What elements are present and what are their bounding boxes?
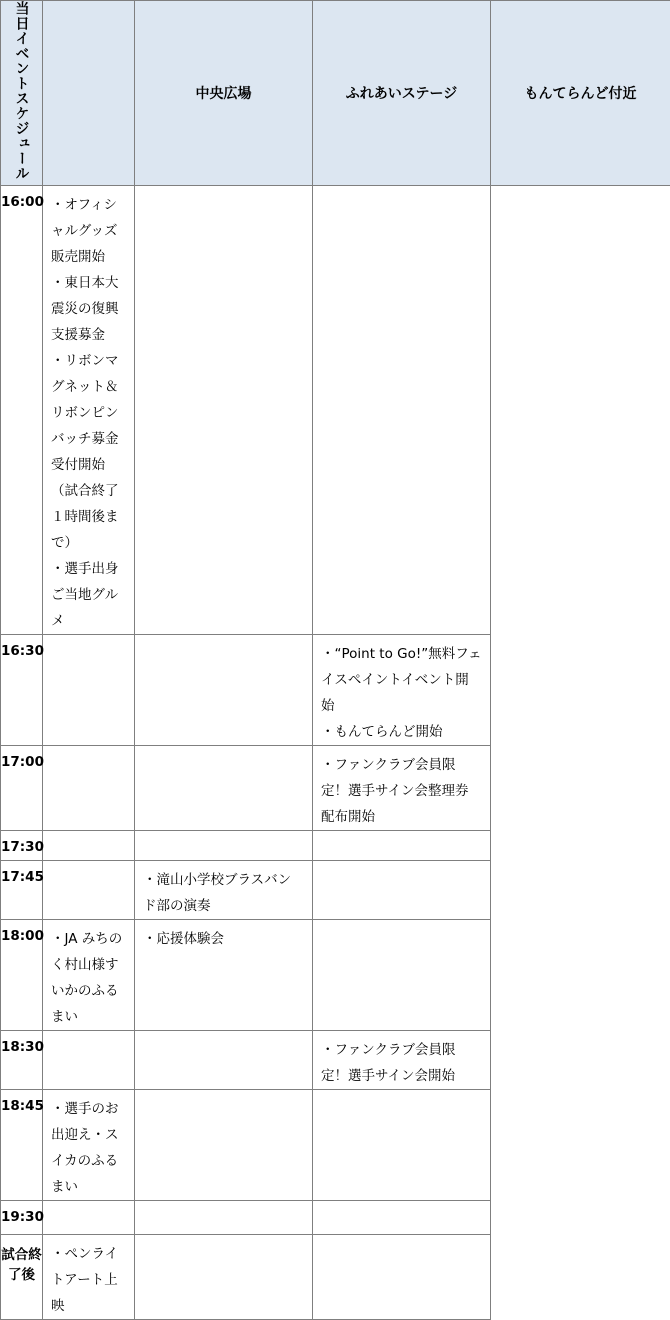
stage-cell <box>135 861 313 920</box>
schedule-row <box>1 635 670 746</box>
schedule-row <box>1 861 670 920</box>
stage-cell <box>135 1090 313 1201</box>
monte-cell <box>313 920 491 1031</box>
time-cell: 16:30 <box>1 635 43 746</box>
header-central: 中央広場 <box>135 1 313 186</box>
event-item: ・ペンライトアート上映 <box>51 1241 126 1319</box>
monte-cell <box>313 746 491 831</box>
time-cell: 17:30 <box>1 831 43 861</box>
monte-cell <box>313 1031 491 1090</box>
central-cell <box>43 186 135 635</box>
event-item: （試合終了１時間後まで） <box>51 478 126 556</box>
stage-cell <box>135 1031 313 1090</box>
stage-cell <box>135 831 313 861</box>
schedule-row <box>1 1031 670 1090</box>
time-cell: 17:45 <box>1 861 43 920</box>
event-item: ・“Point to Go!”無料フェイスペイントイベント開始 <box>321 641 482 719</box>
schedule-row <box>1 186 670 635</box>
event-item: ・選手のお出迎え・スイカのふるまい <box>51 1096 126 1200</box>
time-cell: 17:00 <box>1 746 43 831</box>
event-item: ・応援体験会 <box>143 926 304 952</box>
event-item: ・オフィシャルグッズ販売開始 <box>51 192 126 270</box>
event-item: ・滝山小学校ブラスバンド部の演奏 <box>143 867 304 919</box>
stage-cell <box>135 186 313 635</box>
monte-cell <box>313 635 491 746</box>
time-cell: 試合終了後 <box>1 1235 43 1320</box>
time-cell: 18:00 <box>1 920 43 1031</box>
central-cell <box>43 831 135 861</box>
stage-cell <box>135 635 313 746</box>
event-item: ・選手出身ご当地グルメ <box>51 556 126 634</box>
event-item: ・ファンクラブ会員限定！選手サイン会整理券配布開始 <box>321 752 482 830</box>
monte-cell <box>313 861 491 920</box>
central-cell <box>43 635 135 746</box>
schedule-row <box>1 831 670 861</box>
event-item: ・もんてらんど開始 <box>321 719 482 745</box>
side-label-cell <box>1 1 43 186</box>
time-cell: 18:30 <box>1 1031 43 1090</box>
central-cell <box>43 746 135 831</box>
central-cell <box>43 920 135 1031</box>
stage-cell <box>135 1201 313 1235</box>
central-cell <box>43 1090 135 1201</box>
event-item: ・ファンクラブ会員限定！選手サイン会開始 <box>321 1037 482 1089</box>
central-cell <box>43 1201 135 1235</box>
header-row <box>1 1 670 186</box>
schedule-row <box>1 746 670 831</box>
central-cell <box>43 861 135 920</box>
monte-cell <box>313 1235 491 1320</box>
monte-cell <box>313 1201 491 1235</box>
schedule-row <box>1 1090 670 1201</box>
event-item: ・JA みちのく村山様すいかのふるまい <box>51 926 126 1030</box>
monte-cell <box>313 831 491 861</box>
event-item: ・リボンマグネット＆リボンピンバッチ募金受付開始 <box>51 348 126 478</box>
monte-cell <box>313 186 491 635</box>
time-cell: 19:30 <box>1 1201 43 1235</box>
header-stage: ふれあいステージ <box>313 1 491 186</box>
schedule-row <box>1 1235 670 1320</box>
central-cell <box>43 1235 135 1320</box>
stage-cell <box>135 1235 313 1320</box>
schedule-row <box>1 920 670 1031</box>
side-label: 当日イベントスケジュール <box>12 1 32 181</box>
schedule-row <box>1 1201 670 1235</box>
event-item: ・東日本大震災の復興支援募金 <box>51 270 126 348</box>
central-cell <box>43 1031 135 1090</box>
stage-cell <box>135 920 313 1031</box>
time-cell: 18:45 <box>1 1090 43 1201</box>
header-time <box>43 1 135 186</box>
stage-cell <box>135 746 313 831</box>
header-monte: もんてらんど付近 <box>491 1 670 186</box>
time-cell: 16:00 <box>1 186 43 635</box>
monte-cell <box>313 1090 491 1201</box>
